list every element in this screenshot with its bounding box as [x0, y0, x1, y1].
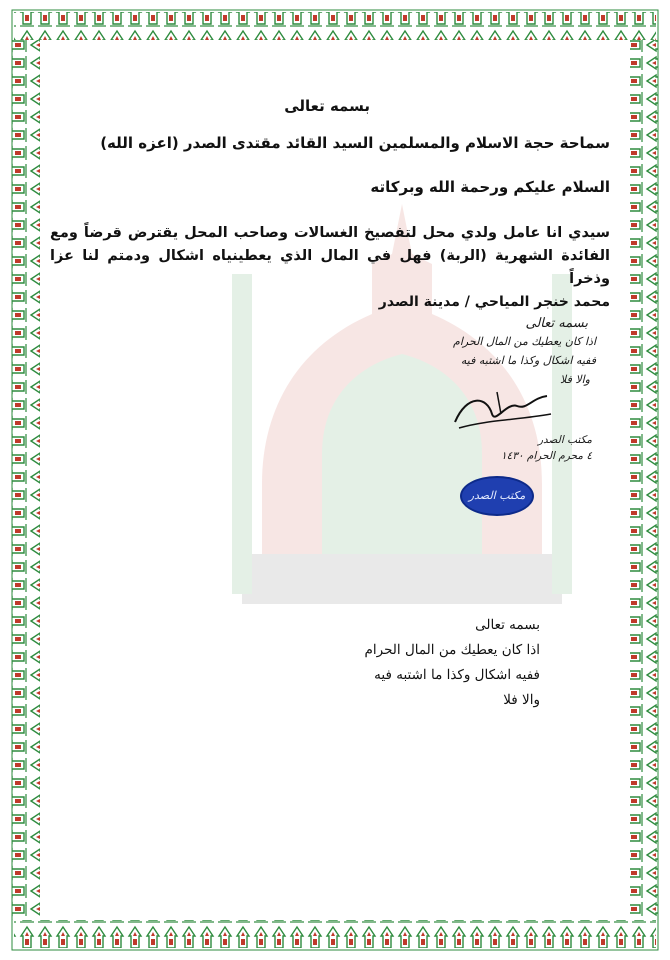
handwritten-date: ٤ محرم الحرام ١٤٣٠ — [500, 450, 592, 462]
letter-page — [42, 44, 628, 912]
letter-body: سيدي انا عامل ولدي محل لتفصيخ الغسالات وصاحب المحل يقترض قرضاً ومع الفائدة الشهرية (الربة) فهل في المال الذي يعطينياه اشكال ودمتم لنا عزا وذخراً — [50, 225, 610, 287]
letter-signature: محمد خنجر المياحي / مدينة الصدر — [378, 294, 610, 310]
handwritten-signature — [447, 384, 557, 434]
handwritten-office: مكتب الصدر — [537, 434, 592, 446]
letter-address: سماحة حجة الاسلام والمسلمين السيد القائد مقتدى الصدر (اعزه الله) — [100, 134, 610, 152]
handwritten-line-1: بسمه تعالى — [525, 316, 588, 331]
handwritten-line-4: والا فلا — [560, 373, 590, 386]
handwritten-line-3: ففيه اشكال وكذا ما اشتبه فيه — [460, 354, 596, 367]
office-seal — [460, 476, 534, 516]
seal-text: مكتب الصدر — [468, 489, 526, 502]
typed-reply-line-2: اذا كان يعطيك من المال الحرام — [364, 642, 540, 658]
typed-reply-line-4: والا فلا — [503, 692, 540, 708]
letter-greeting: السلام عليكم ورحمة الله وبركاته — [370, 178, 610, 196]
typed-reply-line-1: بسمه تعالى — [475, 617, 540, 633]
letter-title: بسمه تعالى — [284, 97, 370, 115]
handwritten-line-2: اذا كان يعطيك من المال الحرام — [453, 335, 596, 348]
typed-reply-line-3: ففيه اشكال وكذا ما اشتبه فيه — [374, 667, 540, 683]
